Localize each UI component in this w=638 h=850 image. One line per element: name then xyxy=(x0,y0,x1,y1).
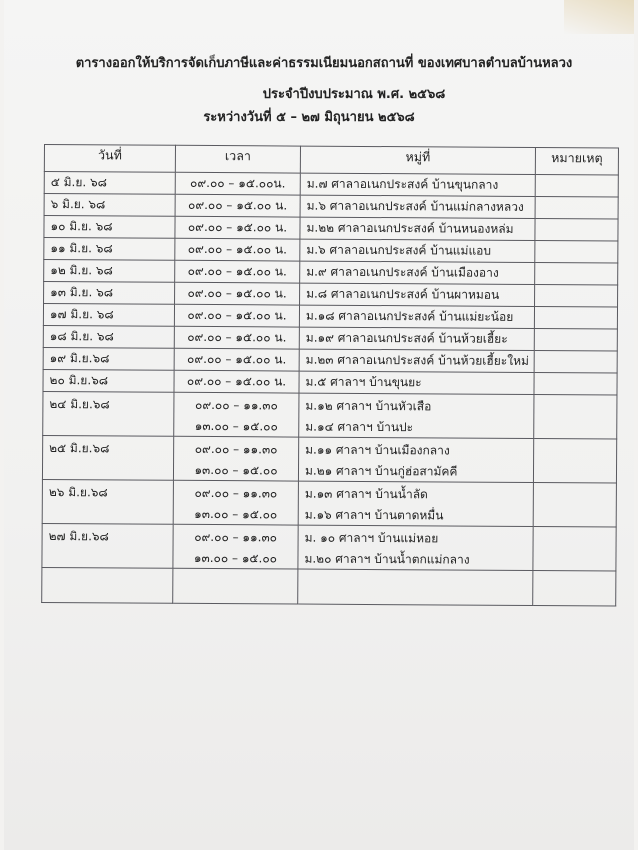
cell-village xyxy=(299,371,534,394)
cell-remark xyxy=(534,394,617,439)
village-location: ม.๖ ศาลาอเนกประสงค์ บ้านแม่กลางหลวง xyxy=(306,198,524,214)
village-location: ม.๙ ศาลาอเนกประสงค์ บ้านเมืองอาง xyxy=(306,264,499,280)
cell-village xyxy=(300,173,535,196)
village-location: ม.๗ ศาลาอเนกประสงค์ บ้านขุนกลาง xyxy=(306,176,499,192)
cell-village xyxy=(299,327,534,350)
cell-date: ๒๔ มิ.ย.๖๘ xyxy=(43,391,174,436)
cell-village xyxy=(298,525,533,570)
time-range: ๐๙.๐๐ – ๑๑.๓๐ xyxy=(194,529,278,545)
header-village: หมู่ที่ xyxy=(300,146,535,174)
cell-village xyxy=(299,349,534,372)
header-time: เวลา xyxy=(175,145,300,173)
document-page xyxy=(4,0,634,850)
cell-time xyxy=(173,524,298,569)
cell-remark xyxy=(535,219,618,242)
cell-remark xyxy=(535,263,618,286)
village-location: ม.๒๓ ศาลาอเนกประสงค์ บ้านห้วยเฮี้ยะใหม่ xyxy=(305,352,529,368)
cell-time xyxy=(175,238,300,261)
time-range: ๐๙.๐๐ – ๑๑.๓๐ xyxy=(194,441,278,457)
time-range: ๐๙.๐๐ – ๑๕.๐๐น. xyxy=(190,175,286,191)
cell-time xyxy=(175,194,300,217)
cell-remark xyxy=(535,284,618,307)
schedule-table xyxy=(41,144,619,607)
cell-date: ๑๓ มิ.ย. ๖๘ xyxy=(44,282,175,305)
cell-date: ๑๒ มิ.ย. ๖๘ xyxy=(44,260,175,283)
cell-village xyxy=(300,261,535,284)
cell-date: ๑๙ มิ.ย.๖๘ xyxy=(43,347,174,370)
cell-village xyxy=(300,239,535,262)
table-row xyxy=(42,479,616,527)
village-location: ม.๑๖ ศาลาฯ บ้านตาดหมื่น xyxy=(304,507,444,523)
cell-blank xyxy=(298,569,533,605)
cell-remark xyxy=(535,241,618,264)
cell-blank xyxy=(533,570,616,606)
time-range: ๐๙.๐๐ – ๑๕.๐๐ น. xyxy=(187,263,287,279)
table-body xyxy=(42,172,619,606)
cell-village xyxy=(300,217,535,240)
village-location: ม.๒๐ ศาลาฯ บ้านน้ำตกแม่กลาง xyxy=(304,551,470,567)
cell-date: ๒๕ มิ.ย.๖๘ xyxy=(42,435,173,480)
cell-date: ๒๐ มิ.ย.๖๘ xyxy=(43,369,174,392)
cell-remark xyxy=(535,175,618,198)
cell-date: ๑๘ มิ.ย. ๖๘ xyxy=(43,325,174,348)
cell-blank xyxy=(42,567,173,603)
cell-remark xyxy=(533,526,616,571)
cell-blank xyxy=(173,568,298,604)
time-range: ๐๙.๐๐ – ๑๕.๐๐ น. xyxy=(187,285,287,301)
cell-time xyxy=(175,216,300,239)
time-range: ๐๙.๐๐ – ๑๕.๐๐ น. xyxy=(187,351,287,367)
village-location: ม.๑๓ ศาลาฯ บ้านน้ำลัด xyxy=(304,486,428,502)
cell-village xyxy=(300,283,535,306)
cell-village xyxy=(299,305,534,328)
title-line-1: ตารางออกให้บริการจัดเก็บภาษีและค่าธรรมเนียมนอกสถานที่ ของเทศบาลตำบลบ้านหลวง xyxy=(75,56,573,71)
header-remark: หมายเหตุ xyxy=(535,148,618,176)
table-row xyxy=(42,435,616,483)
cell-remark xyxy=(535,197,618,220)
table-header-row xyxy=(44,145,618,176)
village-location: ม.๑๘ ศาลาอเนกประสงค์ บ้านแม่ยะน้อย xyxy=(305,308,514,324)
cell-time xyxy=(175,260,300,283)
time-range: ๑๓.๐๐ – ๑๕.๐๐ xyxy=(194,462,278,478)
cell-village xyxy=(299,393,534,438)
time-range: ๐๙.๐๐ – ๑๕.๐๐ น. xyxy=(187,329,287,345)
cell-date: ๖ มิ.ย. ๖๘ xyxy=(44,194,175,217)
table-row-blank xyxy=(42,567,616,606)
time-range: ๐๙.๐๐ – ๑๕.๐๐ น. xyxy=(186,373,287,389)
cell-time xyxy=(174,348,299,371)
cell-date: ๒๗ มิ.ย.๖๘ xyxy=(42,523,173,568)
village-location: ม.๒๒ ศาลาอเนกประสงค์ บ้านหนองหล่ม xyxy=(306,220,514,236)
village-location: ม.๑๙ ศาลาอเนกประสงค์ บ้านห้วยเฮี้ยะ xyxy=(305,330,508,346)
cell-village xyxy=(298,437,533,482)
cell-remark xyxy=(534,372,617,395)
cell-date: ๕ มิ.ย. ๖๘ xyxy=(44,172,175,195)
time-range: ๐๙.๐๐ – ๑๑.๓๐ xyxy=(194,485,278,501)
cell-remark xyxy=(534,328,617,351)
village-location: ม.๑๒ ศาลาฯ บ้านหัวเสือ xyxy=(305,398,432,414)
cell-time xyxy=(174,392,299,437)
time-range: ๐๙.๐๐ – ๑๕.๐๐ น. xyxy=(187,197,288,213)
village-location: ม.๖ ศาลาอเนกประสงค์ บ้านแม่แอบ xyxy=(306,242,492,258)
header-date: วันที่ xyxy=(44,145,175,173)
cell-remark xyxy=(533,482,616,527)
cell-village xyxy=(300,195,535,218)
village-location: ม.๑๑ ศาลาฯ บ้านเมืองกลาง xyxy=(305,442,450,458)
cell-time xyxy=(174,304,299,327)
time-range: ๑๓.๐๐ – ๑๕.๐๐ xyxy=(194,506,278,522)
time-range: ๐๙.๐๐ – ๑๕.๐๐ น. xyxy=(187,241,287,257)
cell-time xyxy=(175,282,300,305)
village-location: ม. ๑๐ ศาลาฯ บ้านแม่หอย xyxy=(304,530,439,546)
cell-time xyxy=(175,172,300,195)
village-location: ม.๘ ศาลาอเนกประสงค์ บ้านผาหมอน xyxy=(306,286,500,302)
cell-time xyxy=(173,436,298,481)
cell-date: ๑๑ มิ.ย. ๖๘ xyxy=(44,238,175,261)
cell-remark xyxy=(534,306,617,329)
cell-remark xyxy=(534,350,617,373)
time-range: ๐๙.๐๐ – ๑๕.๐๐ น. xyxy=(187,307,287,323)
cell-time xyxy=(174,370,299,393)
time-range: ๐๙.๐๐ – ๑๑.๓๐ xyxy=(194,397,278,413)
village-location: ม.๕ ศาลาฯ บ้านขุนยะ xyxy=(305,374,422,390)
cell-village xyxy=(298,481,533,526)
time-range: ๐๙.๐๐ – ๑๕.๐๐ น. xyxy=(187,219,288,235)
table-row xyxy=(43,391,617,439)
date-range-text: ระหว่างวันที่ ๕ – ๒๗ มิถุนายน ๒๕๖๘ xyxy=(203,110,415,125)
paper-corner-decoration xyxy=(564,0,634,34)
village-location: ม.๑๔ ศาลาฯ บ้านปะ xyxy=(305,419,414,435)
time-range: ๑๓.๐๐ – ๑๕.๐๐ xyxy=(193,550,278,566)
cell-date: ๒๖ มิ.ย.๖๘ xyxy=(42,479,173,524)
cell-time xyxy=(174,326,299,349)
time-range: ๑๓.๐๐ – ๑๕.๐๐ xyxy=(194,418,278,434)
title-line-2: ประจำปีงบประมาณ พ.ศ. ๒๕๖๘ xyxy=(262,87,446,102)
cell-time xyxy=(173,480,298,525)
title-line-3 xyxy=(44,106,604,127)
cell-remark xyxy=(533,438,616,483)
village-location: ม.๒๑ ศาลาฯ บ้านกู่ฮ่อสามัคคี xyxy=(304,463,458,479)
table-row xyxy=(42,523,616,571)
cell-date: ๑๐ มิ.ย. ๖๘ xyxy=(44,216,175,239)
cell-date: ๑๗ มิ.ย. ๖๘ xyxy=(43,304,174,327)
